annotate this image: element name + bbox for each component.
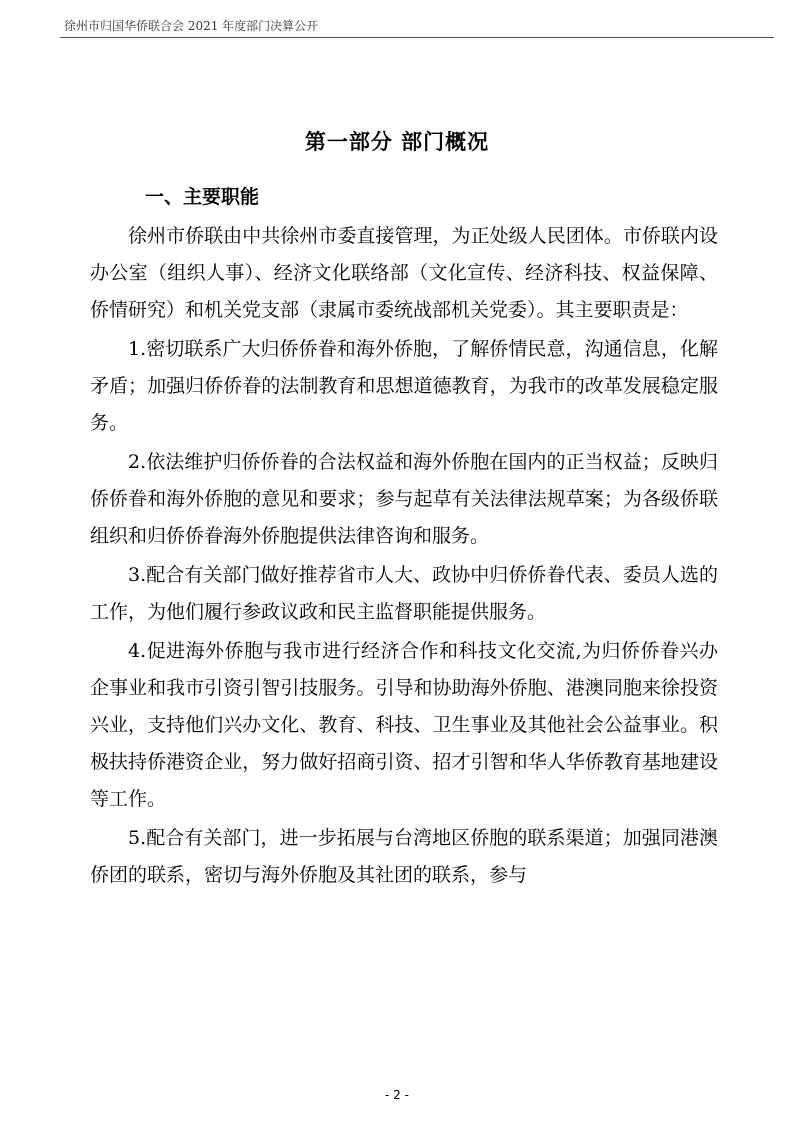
paragraph-duty-1: 1.密切联系广大归侨侨眷和海外侨胞，了解侨情民意，沟通信息，化解矛盾；加强归侨侨眷的法制教育和思想道德教育，为我市的改革发展稳定服务。: [90, 338, 718, 434]
page-number: - 2 -: [385, 1088, 409, 1102]
paragraph-duty-3: 3.配合有关部门做好推荐省市人大、政协中归侨侨眷代表、委员人选的工作，为他们履行参政议政和民主监督职能提供服务。: [90, 564, 718, 623]
paragraph-duty-2: 2.依法维护归侨侨眷的合法权益和海外侨胞在国内的正当权益；反映归侨侨眷和海外侨胞的意见和要求；参与起草有关法律法规草案；为各级侨联组织和归侨侨眷海外侨胞提供法律咨询和服务。: [90, 451, 718, 547]
paragraph-duty-4: 4.促进海外侨胞与我市进行经济合作和科技文化交流,为归侨侨眷兴办企事业和我市引资引智引技服务。引导和协助海外侨胞、港澳同胞来徐投资兴业，支持他们兴办文化、教育、科技、卫生事业及其他社会公益事业。积极扶持侨港资企业，努力做好招商引资、招才引智和华人华侨教育基地建设等工作。: [90, 640, 718, 810]
section-heading: 一、主要职能: [145, 186, 260, 208]
header-divider: [60, 37, 774, 38]
document-body: [90, 218, 718, 896]
running-header: 徐州市归国华侨联合会 2021 年度部门决算公开: [64, 19, 319, 33]
paragraph-intro: 徐州市侨联由中共徐州市委直接管理，为正处级人民团体。市侨联内设办公室（组织人事）、经济文化联络部（文化宣传、经济科技、权益保障、侨情研究）和机关党支部（隶属市委统战部机关党委）。其主要职责是：: [90, 225, 718, 321]
paragraph-duty-5: 5.配合有关部门，进一步拓展与台湾地区侨胞的联系渠道；加强同港澳侨团的联系，密切与海外侨胞及其社团的联系，参与: [90, 827, 718, 886]
page-title: 第一部分 部门概况: [304, 130, 490, 154]
